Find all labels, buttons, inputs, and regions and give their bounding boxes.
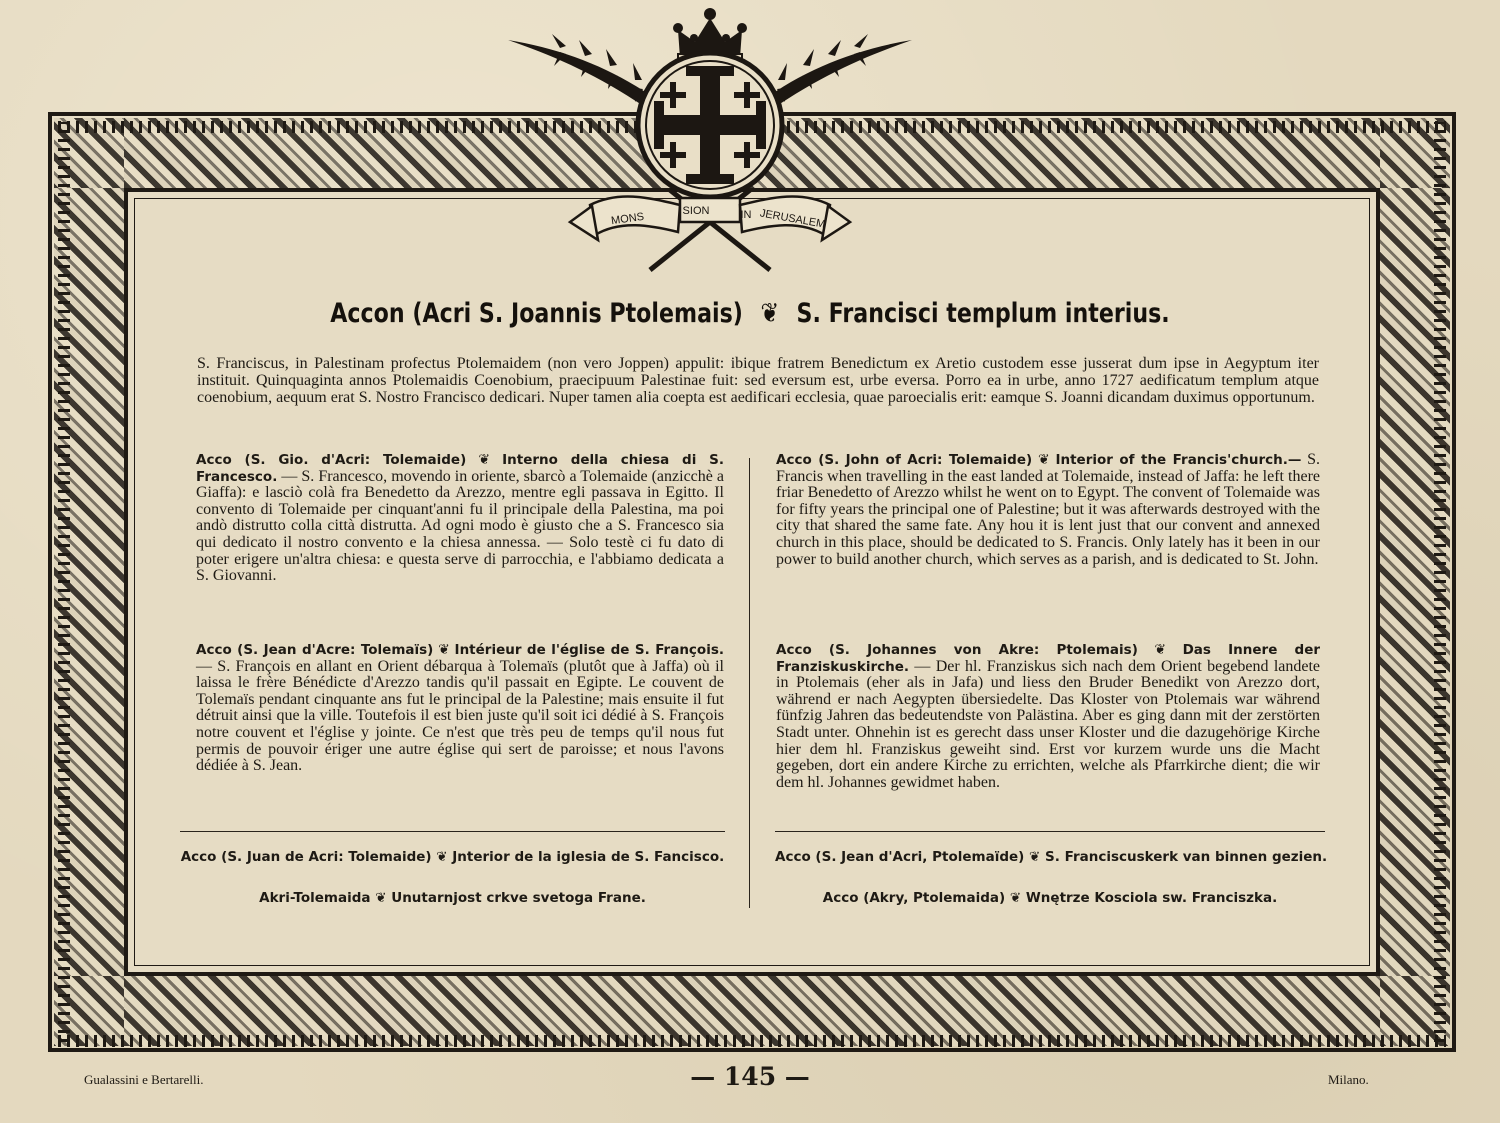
city: Milano.: [1328, 1072, 1369, 1087]
italian-body: — S. Francesco, movendo in oriente, sbarcò a Tolemaide (anzicchè a Giaffa): e lasciò colà fra Benedetto da Arezzo, mentre egli passava in Egitto. Il convento di Tolemaide per cinquant'anni fu il principale della Palestina, ma poi andò distrutto colla città distrutta. Ad ogni modo è giusto che a S. Francesco sia qui dedicato il nostro convento e la chiesa annessa. — Solo testè ci fu dato di poter erigere un'altra chiesa: e questa serve di parrocchia, e l'abbiamo dedicata a S. Giovanni.: [196, 467, 725, 585]
jerusalem-cross-emblem: [500, 0, 920, 285]
english-section: [776, 452, 1320, 568]
page-number: — 145 —: [690, 1062, 810, 1091]
fleuron-icon: ❦: [1154, 642, 1167, 658]
fleuron-icon: ❦: [375, 890, 387, 906]
german-heading-a: Acco (S. Johannes von Akre: Ptolemais): [776, 642, 1138, 658]
column-divider: [749, 458, 750, 908]
jerusalem-cross-icon: [654, 66, 766, 184]
fleuron-icon: ❦: [436, 849, 448, 865]
croatian-caption-b: Unutarnjost crkve svetoga Frane.: [391, 890, 646, 906]
english-heading-a: Acco (S. John of Acri: Tolemaide): [776, 452, 1033, 468]
german-body: — Der hl. Franziskus sich nach dem Orient begebend landete in Ptolemais (eher als in Jafa) und liess den Bruder Benedikt von Arezzo dort, während er nach Aegypten übersiedelte. Das Kloster von Ptolemais war während fünfzig Jahren das bedeutendste von Palästina. Aber es ging dann mit der zerstörten Stadt unter. Ohnehin ist es gerecht dass unser Kloster und die dazugehörige Kirche hier dem hl. Franziskus geweiht sind. Erst vor kurzem wurde uns die Macht gegeben, dort ein andere Kirche zu errichten, welche als Pfarrkirche dient; die wir dem hl. Johannes gewidmet haben.: [776, 657, 1321, 791]
polish-caption: [775, 890, 1325, 906]
greek-key-border-left: [58, 122, 70, 1042]
title-right: S. Francisci templum interius.: [796, 298, 1170, 329]
motto-word-1: MONS: [610, 210, 645, 228]
spanish-caption: [180, 849, 725, 865]
fleuron-icon: ❦: [1029, 849, 1041, 865]
dutch-caption-a: Acco (S. Jean d'Acri, Ptolemaïde): [775, 849, 1025, 865]
polish-caption-a: Acco (Akry, Ptolemaida): [822, 890, 1006, 906]
page-title: [250, 298, 1250, 329]
motto-word-4: JERUSALEM: [758, 207, 827, 231]
dutch-caption-b: S. Franciscuskerk van binnen gezien.: [1045, 849, 1328, 865]
spanish-caption-b: Jnterior de la iglesia de S. Fancisco.: [452, 849, 725, 865]
dutch-caption: [775, 849, 1328, 865]
spanish-caption-a: Acco (S. Juan de Acri: Tolemaide): [180, 849, 432, 865]
greek-key-border-right: [1434, 122, 1446, 1042]
fleuron-icon: ❦: [760, 298, 780, 329]
greek-key-border-bottom: [58, 1035, 1446, 1047]
french-body: — S. François en allant en Orient débarqua à Tolemaïs (plutôt que à Jaffa) où il laissa le frère Bénédicte d'Arezzo tandis qu'il passait en Egipte. Le couvent de Tolemaïs pendant cinquante ans fut le principal de la Palestine; mais ensuite il fut détruit ainsi que la ville. Toutefois il est bien juste qu'il soit ici dédié à S. François notre couvent et l'église y jointe. Ce n'est que très peu de temps qu'il nous fut permis de pouvoir ériger une autre église qui sert de paroisse; et nous l'avons dédiée à S. Jean.: [196, 657, 724, 775]
english-heading-b: Interior of the Francis'church.—: [1055, 452, 1302, 468]
fleuron-icon: ❦: [1009, 890, 1022, 906]
croatian-caption-a: Akri-Tolemaida: [259, 890, 371, 906]
publisher: Gualassini e Bertarelli.: [84, 1072, 204, 1087]
croatian-caption: [180, 890, 725, 906]
fleuron-icon: ❦: [438, 642, 450, 658]
italian-heading-b: Interno della chiesa di S. Francesco.: [196, 452, 724, 485]
french-heading-a: Acco (S. Jean d'Acre: Tolemaïs): [196, 642, 434, 658]
polish-caption-b: Wnętrze Kosciola sw. Franciszka.: [1025, 890, 1278, 906]
german-heading-b: Das Innere der Franziskuskirche.: [776, 642, 1321, 675]
fleuron-icon: ❦: [478, 452, 491, 468]
latin-intro: S. Franciscus, in Palestinam profectus Ptolemaidem (non vero Joppen) appulit: ibique fratrem Benedictum ex Aretio custodem esse jusserat dum ipse in Aegyptum iter instituit. Quinquaginta annos Ptolemaidis Coenobium, praecipuum Palestinae fuit: sed eversum est, urbe eversa. Porro ea in urbe, anno 1727 aedificatum templum atque coenobium, aequum erat S. Nostro Francisco dedicari. Nuper tamen alia coepta est aedificari ecclesia, quae paroecialis erit: eamque S. Joanni dicandam duximus opportunum.: [197, 355, 1319, 406]
french-section: [196, 642, 724, 775]
rule-right: [775, 831, 1325, 832]
german-section: [776, 642, 1320, 791]
italian-heading-a: Acco (S. Gio. d'Acri: Tolemaide): [196, 452, 467, 468]
fleuron-icon: ❦: [1037, 452, 1050, 468]
title-left: Accon (Acri S. Joannis Ptolemais): [330, 298, 743, 329]
rule-left: [180, 831, 725, 832]
french-heading-b: Intérieur de l'église de S. François.: [454, 642, 724, 658]
english-body: S. Francis when travelling in the east landed at Tolemaide, instead of Jaffa: he left there friar Benedetto of Arezzo whilst he went on to Egypt. The convent of Tolemaide was for fifty years the principal one of Palestine; but it was afterwards destroyed with the city that shared the same fate. Any hou it is lent just that our convent and annexed church in this place, should be dedicated to S. Francis. Only lately has it been in our power to build another church, which serves as a parish, and is dedicated to St. John.: [776, 451, 1321, 568]
italian-section: [196, 452, 724, 585]
motto-word-2: SION: [682, 205, 710, 217]
motto-word-3: IN: [740, 209, 752, 221]
